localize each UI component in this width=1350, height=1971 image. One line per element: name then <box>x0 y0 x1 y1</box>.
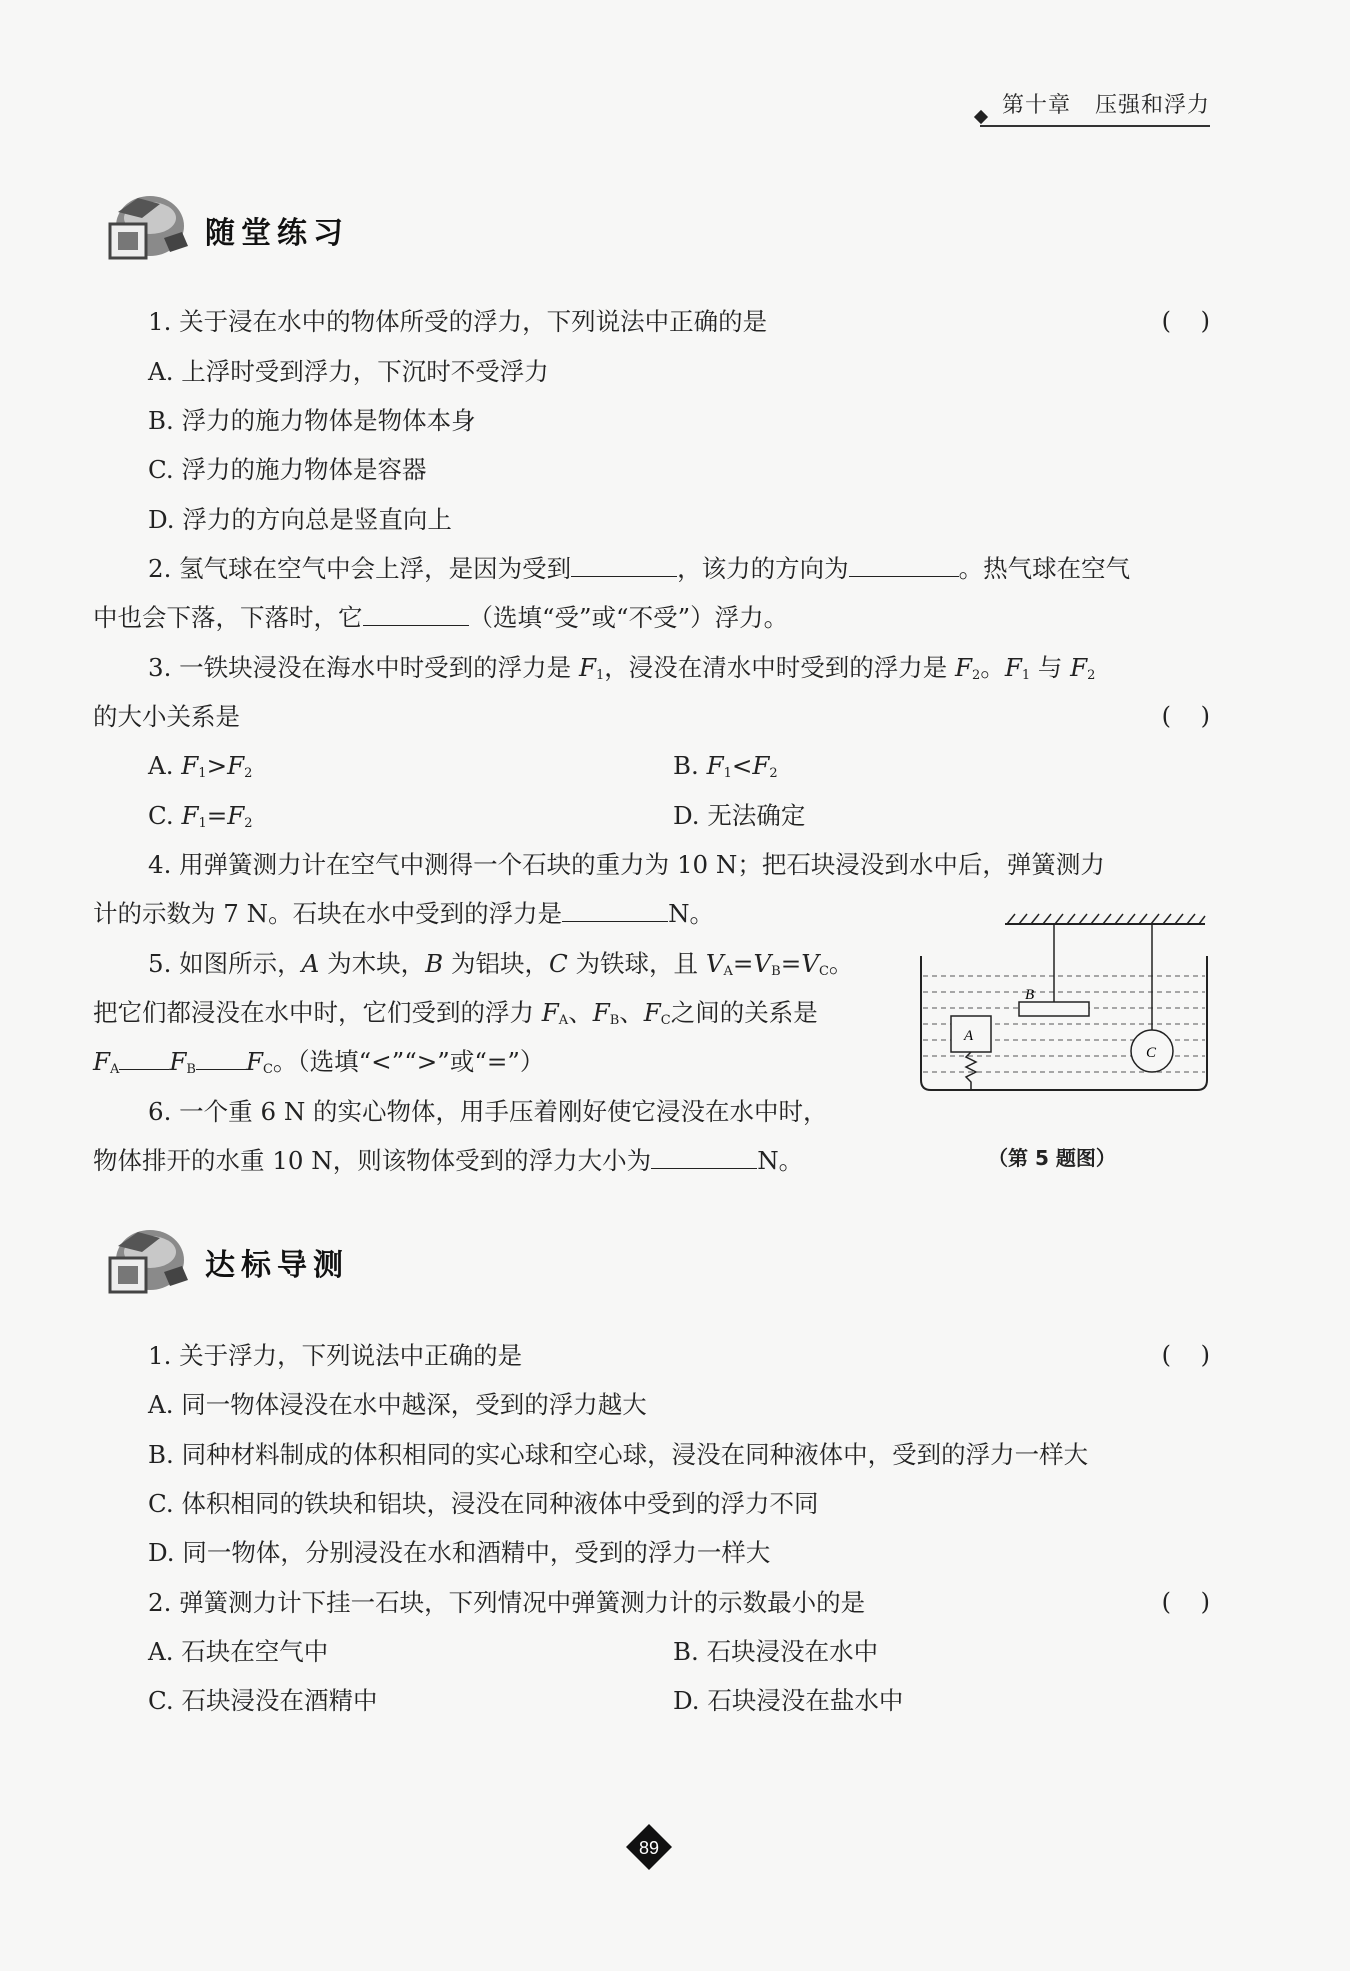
q3-option-a: A. $F_1>F_2$ <box>148 751 253 781</box>
q3-answer-paren: ( ) <box>1161 702 1210 730</box>
t2-stem: 2. 弹簧测力计下挂一石块，下列情况中弹簧测力计的示数最小的是 <box>148 1588 866 1617</box>
q1-stem: 1. 关于浸在水中的物体所受的浮力，下列说法中正确的是 <box>148 307 768 336</box>
section-title-practice: 随堂练习 <box>205 216 349 251</box>
q5-line1: 5. 如图所示，A 为木块，B 为铝块，C 为铁球，且 $V_A=V_B=V_C$。 <box>148 949 854 979</box>
label-a: A <box>964 1028 974 1044</box>
q1-option-a: A. 上浮时受到浮力，下沉时不受浮力 <box>148 357 549 386</box>
q3-line1: 3. 一铁块浸没在海水中时受到的浮力是 $F_1$，浸没在清水中时受到的浮力是 $F_2$。$F_1$ 与 $F_2$ <box>148 653 1096 683</box>
t1-option-a: A. 同一物体浸没在水中越深，受到的浮力越大 <box>148 1390 647 1419</box>
t2-option-d: D. 石块浸没在盐水中 <box>673 1686 904 1715</box>
t2-option-b: B. 石块浸没在水中 <box>673 1637 879 1666</box>
q1-option-c: C. 浮力的施力物体是容器 <box>148 455 427 484</box>
q2-line1: 2. 氢气球在空气中会上浮，是因为受到 ，该力的方向为 。热气球在空气 <box>148 554 1131 583</box>
t1-option-b: B. 同种材料制成的体积相同的实心球和空心球，浸没在同种液体中，受到的浮力一样大 <box>148 1440 1089 1469</box>
q5-line2: 把它们都浸没在水中时，它们受到的浮力 $F_A$、$F_B$、$F_C$之间的关系是 <box>93 998 818 1028</box>
t1-option-d: D. 同一物体，分别浸没在水和酒精中，受到的浮力一样大 <box>148 1538 771 1567</box>
t1-stem: 1. 关于浮力，下列说法中正确的是 <box>148 1341 523 1370</box>
t2-option-a: A. 石块在空气中 <box>148 1637 329 1666</box>
label-b: B <box>1025 987 1035 1003</box>
t1-option-c: C. 体积相同的铁块和铝块，浸没在同种液体中受到的浮力不同 <box>148 1489 819 1518</box>
q1-option-b: B. 浮力的施力物体是物体本身 <box>148 406 476 435</box>
q6-line2: 物体排开的水重 10 N，则该物体受到的浮力大小为 N。 <box>93 1146 804 1175</box>
label-c: C <box>1146 1045 1157 1061</box>
q6-line1: 6. 一个重 6 N 的实心物体，用手压着刚好使它浸没在水中时， <box>148 1097 828 1126</box>
figure-caption: （第 5 题图） <box>988 1146 1116 1170</box>
chapter-title: 压强和浮力 <box>1094 93 1210 118</box>
q4-line2: 计的示数为 7 N。石块在水中受到的浮力是 N。 <box>93 899 715 928</box>
q3-option-c: C. $F_1=F_2$ <box>148 801 253 831</box>
q2-line2: 中也会下落，下落时，它 （选填“受”或“不受”）浮力。 <box>93 603 789 632</box>
q3-line2: 的大小关系是 <box>93 702 240 731</box>
t2-answer-paren: ( ) <box>1161 1588 1210 1616</box>
chapter-number: 第十章 <box>1001 93 1071 118</box>
section-title-test: 达标导测 <box>205 1248 349 1283</box>
section-test-body <box>93 0 1210 1800</box>
q3-option-b: B. $F_1<F_2$ <box>673 751 778 781</box>
q3-option-d: D. 无法确定 <box>673 801 806 830</box>
q1-option-d: D. 浮力的方向总是竖直向上 <box>148 505 452 534</box>
t1-answer-paren: ( ) <box>1161 1341 1210 1369</box>
q1-answer-paren: ( ) <box>1161 307 1210 335</box>
q5-line3: $F_A$ $F_B$ $F_C$。（选填“<”“>”或“=”） <box>93 1047 545 1077</box>
t2-option-c: C. 石块浸没在酒精中 <box>148 1686 378 1715</box>
q4-line1: 4. 用弹簧测力计在空气中测得一个石块的重力为 10 N；把石块浸没到水中后，弹簧测力 <box>148 850 1105 879</box>
page-number: 89 <box>638 1838 660 1858</box>
page-number-badge <box>625 1823 673 1871</box>
